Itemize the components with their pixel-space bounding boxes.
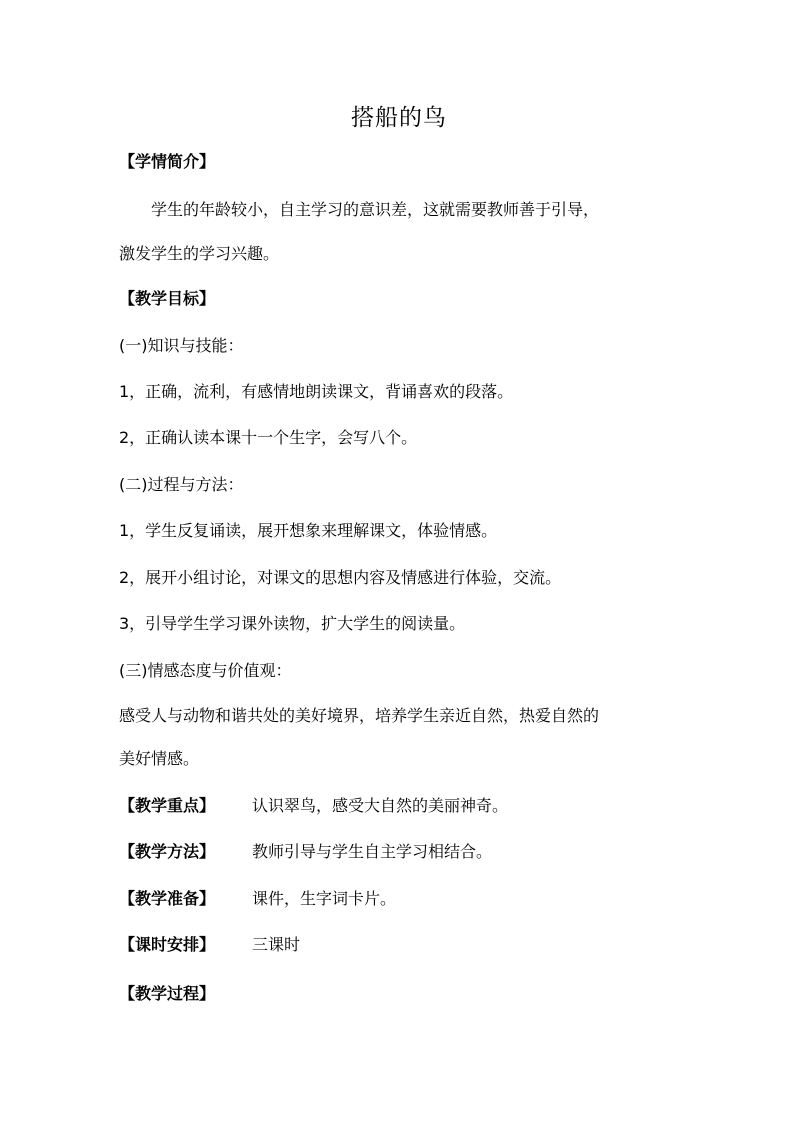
document-title: 搭船的鸟 <box>351 105 447 131</box>
emotion-line-1: 感受人与动物和谐共处的美好境界，培养学生亲近自然，热爱自然的 <box>119 706 600 725</box>
process-item-3: 3，引导学生学习课外读物，扩大学生的阅读量。 <box>119 614 466 633</box>
field-value: 三课时 <box>252 935 301 954</box>
teaching-process-heading: 【教学过程】 <box>119 984 216 1003</box>
emotion-subheading: (三)情感态度与价值观： <box>119 661 292 680</box>
knowledge-item-2: 2，正确认读本课十一个生字，会写八个。 <box>119 428 418 447</box>
field-label: 【教学准备】 <box>119 889 216 908</box>
process-item-2: 2，展开小组讨论，对课文的思想内容及情感进行体验，交流。 <box>119 568 562 587</box>
student-intro-line-1: 学生的年龄较小，自主学习的意识差，这就需要教师善于引导， <box>151 200 600 219</box>
field-label: 【课时安排】 <box>119 935 216 954</box>
field-method <box>119 840 492 864</box>
field-preparation <box>119 887 396 911</box>
field-label: 【教学方法】 <box>119 842 216 861</box>
emotion-line-2: 美好情感。 <box>119 749 200 768</box>
field-label: 【教学重点】 <box>119 796 216 815</box>
field-key-point <box>119 794 508 818</box>
process-subheading: (二)过程与方法： <box>119 475 244 494</box>
objectives-heading: 【教学目标】 <box>119 289 216 308</box>
field-schedule <box>119 933 300 957</box>
field-value: 教师引导与学生自主学习相结合。 <box>252 842 493 861</box>
knowledge-subheading: (一)知识与技能： <box>119 336 244 355</box>
student-intro-heading: 【学情简介】 <box>119 152 216 171</box>
field-value: 课件，生字词卡片。 <box>252 889 397 908</box>
student-intro-line-2: 激发学生的学习兴趣。 <box>119 244 280 263</box>
field-value: 认识翠鸟，感受大自然的美丽神奇。 <box>252 796 509 815</box>
process-item-1: 1，学生反复诵读，展开想象来理解课文，体验情感。 <box>119 521 498 540</box>
knowledge-item-1: 1，正确，流利，有感情地朗读课文，背诵喜欢的段落。 <box>119 382 514 401</box>
